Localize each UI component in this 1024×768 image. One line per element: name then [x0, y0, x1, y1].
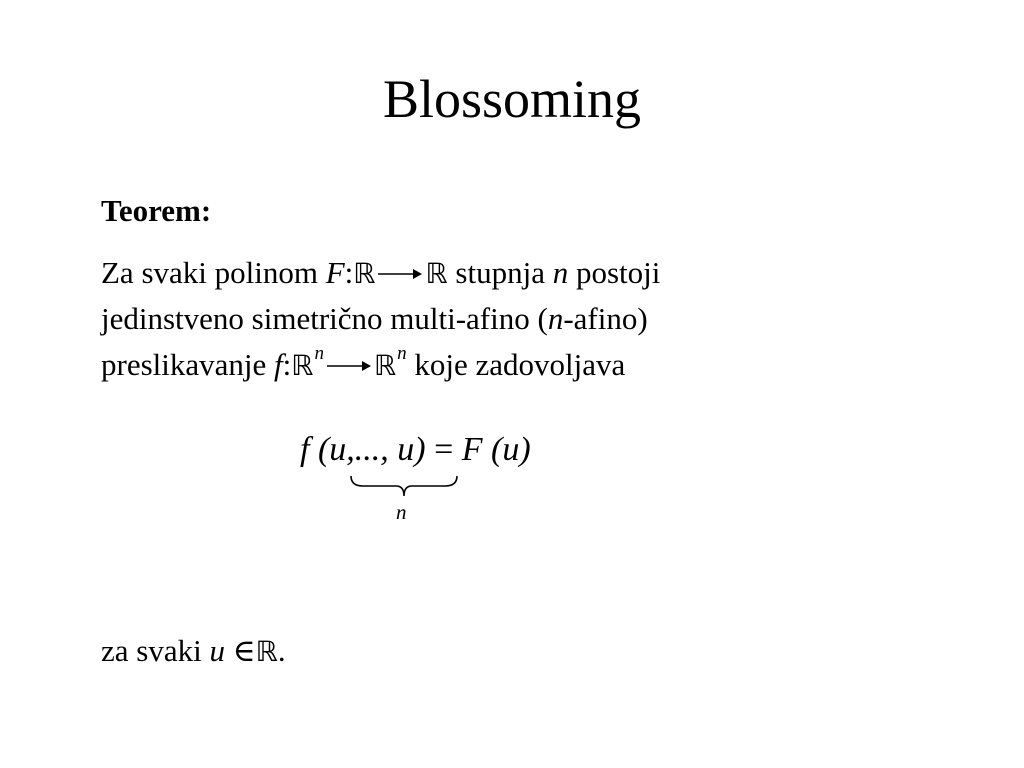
math-colon: : [282, 347, 292, 382]
math-exponent-n: n [314, 343, 324, 364]
math-reals: ℝ [425, 257, 448, 290]
statement-line-2 [101, 296, 921, 342]
right-arrow-icon [326, 358, 372, 374]
text-segment: Za svaki polinom [101, 255, 326, 290]
blossom-formula [300, 428, 531, 472]
math-n: n [552, 255, 569, 290]
text-segment: jedinstveno simetrično multi-afino ( [101, 301, 548, 336]
text-segment: -afino) [563, 301, 648, 336]
statement-line-3 [101, 342, 921, 388]
slide-title: Blossoming [382, 69, 642, 129]
underbrace-icon [349, 474, 459, 498]
math-colon: : [344, 255, 354, 290]
math-reals: ℝ [291, 349, 314, 382]
formula-equals: = [425, 431, 462, 468]
formula-lhs: f (u,..., u) [300, 431, 426, 468]
theorem-label: Teorem: [101, 193, 212, 228]
text-segment: stupnja [447, 255, 553, 290]
math-reals: ℝ [353, 257, 376, 290]
formula-rhs: F (u) [461, 431, 531, 468]
math-reals: ℝ [255, 635, 278, 668]
math-f: f [274, 347, 283, 382]
theorem-statement [101, 250, 921, 388]
text-segment: preslikavanje [101, 347, 275, 382]
text-segment: postoji [568, 255, 661, 290]
math-exponent-n: n [397, 343, 407, 364]
text-segment: koje zadovoljava [406, 347, 626, 382]
math-u: u [209, 633, 225, 668]
math-F: F [325, 255, 345, 290]
closing-clause [101, 628, 286, 675]
statement-line-1 [101, 250, 921, 296]
underbrace-label: n [396, 500, 407, 524]
math-period: . [277, 633, 286, 668]
math-n: n [547, 301, 564, 336]
math-reals: ℝ [373, 349, 397, 382]
text-segment: za svaki [101, 633, 210, 668]
math-element-of: ∈ [224, 633, 256, 668]
right-arrow-icon [377, 266, 423, 282]
